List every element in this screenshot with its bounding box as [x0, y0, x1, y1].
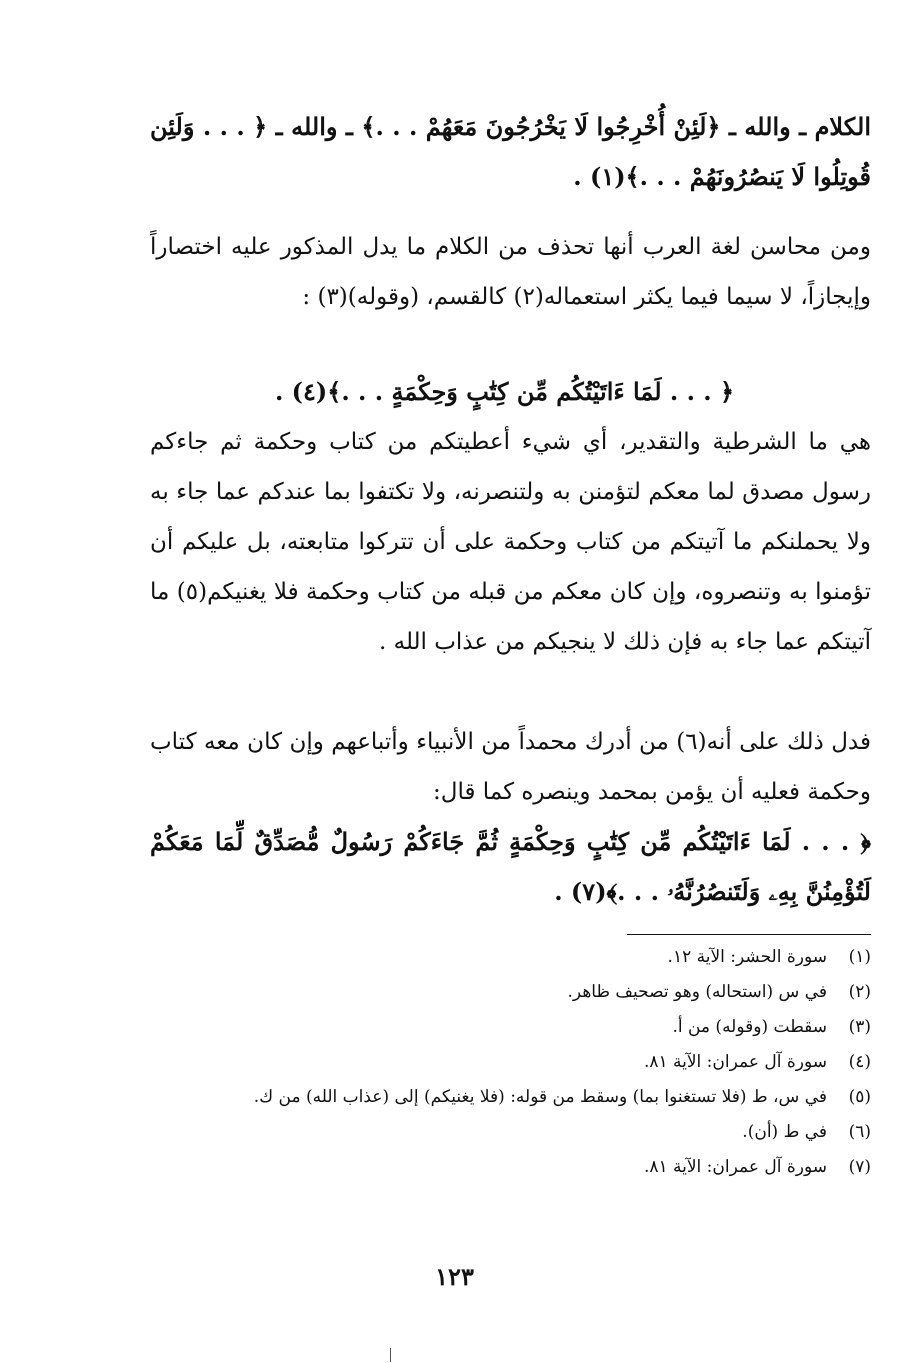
footnote-number: (٣)	[848, 1017, 871, 1037]
footnote-number: (٥)	[848, 1087, 871, 1107]
footnote-number: (٦)	[848, 1122, 871, 1142]
footnote	[180, 1045, 871, 1080]
footnote-number: (٧)	[848, 1157, 871, 1177]
scan-mark	[390, 1348, 391, 1362]
footnote-number: (١)	[848, 947, 871, 967]
footnote	[180, 1080, 871, 1115]
page-number: ١٢٣	[435, 1262, 474, 1291]
quran-verse-2: ﴿ . . . لَمَا ءَاتَيْتُكُم مِّن كِتَٰبٍ وَحِكْمَةٍ ثُمَّ جَاءَكُمْ رَسُولٌ مُّصَدِّقٌ لِّمَا مَعَكُمْ لَتُؤْمِنُنَّ بِهِۦ وَلَتَنصُرُنَّهُۥ . . .﴾(٧) .	[150, 827, 871, 906]
footnote-text: سقطت (وقوله) من أ.	[672, 1017, 827, 1037]
footnote	[180, 975, 871, 1010]
footnote	[180, 940, 871, 975]
paragraph-explanation: هي ما الشرطية والتقدير، أي شيء أعطيتكم من كتاب وحكمة ثم جاءكم رسول مصدق لما معكم لتؤمنن به ولتنصرنه، ولا تكتفوا بما عندكم عما جاء به ولا يحملنكم ما آتيتكم من كتاب وحكمة على أن تتركوا متابعته، بل عليكم أن تؤمنوا به وتنصروه، وإن كان معكم من قبله من كتاب وحكمة فلا يغنيكم(٥) ما آتيتكم عما جاء به فإن ذلك لا ينجيكم من عذاب الله .	[150, 429, 871, 655]
footnote-text: سورة آل عمران: الآية ٨١.	[643, 1157, 827, 1177]
footnote	[180, 1115, 871, 1150]
paragraph-quran-verses: الكلام ـ والله ـ ﴿لَئِنْ أُخْرِجُوا لَا يَخْرُجُونَ مَعَهُمْ . . .﴾ ـ والله ـ ﴿ . . . وَلَئِن قُوتِلُوا لَا يَنصُرُونَهُمْ . . .﴾(١) .	[150, 112, 871, 191]
footnote-number: (٤)	[848, 1052, 871, 1072]
footnotes	[180, 940, 871, 1185]
quran-verse-1: ﴿ . . . لَمَا ءَاتَيْتُكُم مِّن كِتَٰبٍ وَحِكْمَةٍ . . .﴾(٤) .	[274, 377, 735, 406]
footnote	[180, 1010, 871, 1045]
footnote-divider	[627, 934, 871, 935]
paragraph-ellipsis: ومن محاسن لغة العرب أنها تحذف من الكلام ما يدل المذكور عليه اختصاراً وإيجازاً، لا سيما فيما يكثر استعماله(٢) كالقسم، (وقوله)(٣) :	[150, 234, 871, 310]
footnote-text: سورة آل عمران: الآية ٨١.	[643, 1052, 827, 1072]
footnote-text: في س (استحاله) وهو تصحيف ظاهر.	[567, 982, 827, 1002]
footnote-text: في س، ط (فلا تستغنوا بما) وسقط من قوله: (فلا يغنيكم) إلى (عذاب الله) من ك.	[253, 1087, 827, 1107]
paragraph-conclusion: فدل ذلك على أنه(٦) من أدرك محمداً من الأنبياء وأتباعهم وإن كان معه كتاب وحكمة فعليه أن يؤمن بمحمد وينصره كما قال:	[150, 729, 871, 805]
footnote-text: سورة الحشر: الآية ١٢.	[667, 947, 827, 967]
footnote-text: في ط (أن).	[742, 1122, 827, 1142]
footnote	[180, 1150, 871, 1185]
footnote-number: (٢)	[848, 982, 871, 1002]
